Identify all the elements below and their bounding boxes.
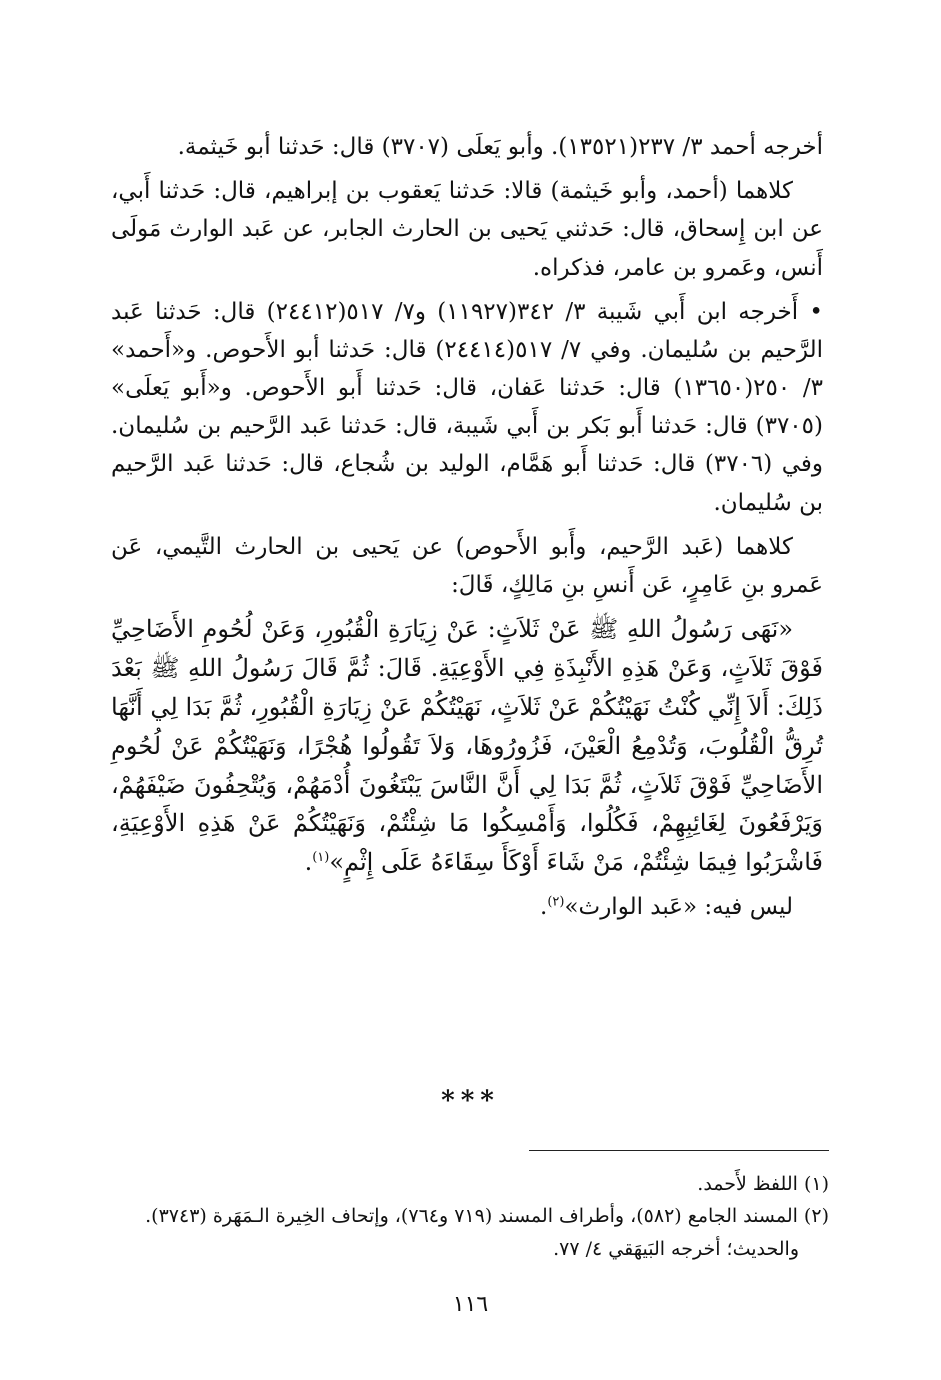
note-text: ليس فيه: «عَبد الوارث» xyxy=(564,894,793,921)
main-text xyxy=(111,128,823,932)
footnote-1: (١) اللفظ لأَحمد. xyxy=(697,1173,829,1195)
paragraph-4: كلاهما (عَبد الرَّحيم، وأَبو الأَحوص) عن يَحيى بن الحارث التَّيمي، عَن عَمرو بنِ عَامِرٍ، عَن أَنسِ بنِ مَالِكٍ، قَالَ: xyxy=(111,533,823,598)
note-paragraph xyxy=(111,888,823,926)
footnote-2: (٢) المسند الجامع (٥٨٢)، وأطراف المسند (٧١٩ و٧٦٤)، وإتحاف الخِيرة الـمَهَرة (٣٧٤٣). xyxy=(145,1205,829,1228)
paragraph-2: كلاهما (أحمد، وأبو خَيثمة) قالا: حَدثنا يَعقوب بن إبراهيم، قال: حَدثنا أَبي، عن ابن إِسحاق، قال: حَدثني يَحيى بن الحارث الجابر، عن عَبد الوارث مَولَى أَنس، وعَمرو بن عامر، فذكراه. xyxy=(111,178,823,281)
footnote-2-continued: والحديث؛ أخرجه البَيهَقي ٤/ ٧٧. xyxy=(553,1237,799,1260)
footnote-ref-1: (١) xyxy=(312,850,330,866)
footnotes xyxy=(117,1168,829,1265)
section-separator: *** xyxy=(441,1086,500,1116)
footnote-ref-2: (٢) xyxy=(547,894,565,910)
paragraph-3: • أَخرجه ابن أَبي شَيبة ٣/ ٣٤٢(١١٩٢٧) و٧/ ٥١٧(٢٤٤١٢) قال: حَدثنا عَبد الرَّحيم بن سُليمان. وفي ٧/ ٥١٧(٢٤٤١٤) قال: حَدثنا أبو الأَحوص. و«أَحمد» ٣/ ٢٥٠(١٣٦٥٠) قال: حَدثنا عَفان، قال: حَدثنا أَبو الأَحوص. و«أَبو يَعلَى» (٣٧٠٥) قال: حَدثنا أَبو بَكر بن أَبي شَيبة، قال: حَدثنا عَبد الرَّحيم بن سُليمان. وفي (٣٧٠٦) قال: حَدثنا أَبو هَمَّام، الوليد بن شُجاع، قال: حَدثنا عَبد الرَّحيم بن سُليمان. xyxy=(111,298,824,516)
note-end: . xyxy=(540,894,548,921)
page-number: ١١٦ xyxy=(452,1292,489,1317)
footnote-divider xyxy=(529,1150,829,1151)
hadith-body: «نَهَى رَسُولُ اللهِ ﷺ عَنْ ثَلاَثٍ: عَنْ زِيَارَةِ الْقُبُورِ، وَعَنْ لُحُومِ الأَضَاحِيِّ فَوْقَ ثَلاَثٍ، وَعَنْ هَذِهِ الأَنْبِذَةِ فِي الأَوْعِيَةِ. قَالَ: ثُمَّ قَالَ رَسُولُ اللهِ ﷺ بَعْدَ ذَلِكَ: أَلاَ إِنِّي كُنْتُ نَهَيْتُكُمْ عَنْ ثَلاَثٍ، نَهَيْتُكُمْ عَنْ زِيَارَةِ الْقُبُورِ، ثُمَّ بَدَا لِي أَنَّهَا تُرِقُّ الْقُلُوبَ، وَتُدْمِعُ الْعَيْنَ، فَزُورُوهَا، وَلاَ تَقُولُوا هُجْرًا، وَنَهَيْتُكُمْ عَنْ لُحُومِ الأَضَاحِيِّ فَوْقَ ثَلاَثٍ، ثُمَّ بَدَا لِي أَنَّ النَّاسَ يَبْتَغُونَ أُدْمَهُمْ، وَيُتْحِفُونَ ضَيْفَهُمْ، وَيَرْفَعُونَ لِغَائِبِهِمْ، فَكُلُوا، وَأَمْسِكُوا مَا شِئْتُمْ، وَنَهَيْتُكُمْ عَنْ هَذِهِ الأَوْعِيَةِ، فَاشْرَبُوا فِيمَا شِئْتُمْ، مَنْ شَاءَ أَوْكَأَ سِقَاءَهُ عَلَى إِثْمٍ» xyxy=(111,615,823,877)
hadith-text: «نَهَى رَسُولُ اللهِ ﷺ عَنْ ثَلاَثٍ: عَنْ زِيَارَةِ الْقُبُورِ، وَعَنْ لُحُومِ الأَضَاحِيِّ فَوْقَ ثَلاَثٍ، وَعَنْ هَذِهِ الأَنْبِذَةِ فِي الأَوْعِيَةِ. قَالَ: ثُمَّ قَالَ رَسُولُ اللهِ ﷺ بَعْدَ ذَلِكَ: أَلاَ إِنِّي كُنْتُ نَهَيْتُكُمْ عَنْ ثَلاَثٍ، نَهَيْتُكُمْ عَنْ زِيَارَةِ الْقُبُورِ، ثُمَّ بَدَا لِي أَنَّهَا تُرِقُّ الْقُلُوبَ، وَتُدْمِعُ الْعَيْنَ، فَزُورُوهَا، وَلاَ تَقُولُوا هُجْرًا، وَنَهَيْتُكُمْ عَنْ لُحُومِ الأَضَاحِيِّ فَوْقَ ثَلاَثٍ، ثُمَّ بَدَا لِي أَنَّ النَّاسَ يَبْتَغُونَ أُدْمَهُمْ، وَيُتْحِفُونَ ضَيْفَهُمْ، وَيَرْفَعُونَ لِغَائِبِهِمْ، فَكُلُوا، وَأَمْسِكُوا مَا شِئْتُمْ، وَنَهَيْتُكُمْ عَنْ هَذِهِ الأَوْعِيَةِ، فَاشْرَبُوا فِيمَا شِئْتُمْ، مَنْ شَاءَ أَوْكَأَ سِقَاءَهُ عَلَى إِثْمٍ»$^{(١)}$. xyxy=(111,615,823,877)
paragraph-1: أخرجه أحمد ٣/ ٢٣٧(١٣٥٢١). وأبو يَعلَى (٣٧٠٧) قال: حَدثنا أبو خَيثمة. xyxy=(177,134,823,160)
